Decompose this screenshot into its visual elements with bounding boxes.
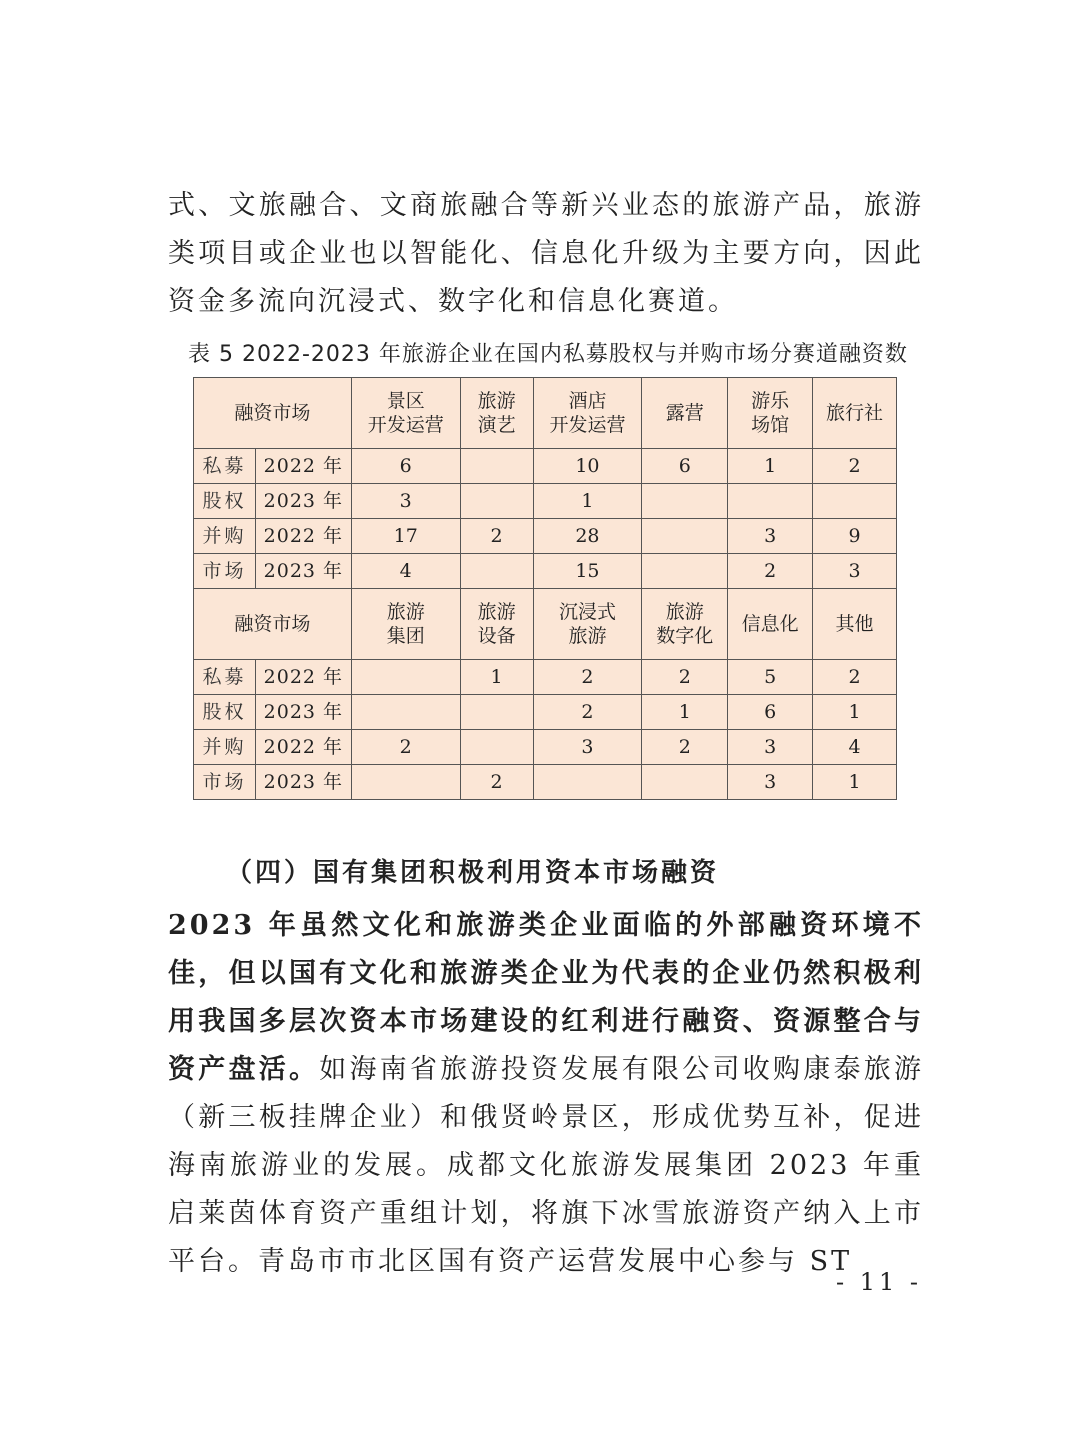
column-header-text: 场馆: [751, 414, 790, 436]
year-cell: 2022 年: [255, 660, 351, 695]
section-heading: （四）国有集团积极利用资本市场融资: [226, 858, 720, 888]
column-header-text: 开发运营: [367, 414, 444, 436]
value-cell: 4: [813, 730, 897, 765]
column-header-text: 旅游: [665, 601, 704, 623]
column-header: [460, 378, 533, 449]
value-cell: [351, 765, 460, 800]
table-header-row: [194, 589, 897, 660]
value-cell: [460, 554, 533, 589]
column-header-text: 集团: [386, 625, 425, 647]
column-header-text: 演艺: [477, 414, 516, 436]
column-header: [533, 589, 642, 660]
year-cell: 2023 年: [255, 484, 351, 519]
value-cell: [728, 484, 813, 519]
column-header-text: 信息化: [741, 613, 799, 635]
column-header: [533, 378, 642, 449]
value-cell: 2: [813, 660, 897, 695]
column-header: [728, 589, 813, 660]
year-cell: 2023 年: [255, 554, 351, 589]
column-header-text: 其他: [835, 613, 874, 635]
column-header: [351, 378, 460, 449]
year-cell: 2023 年: [255, 695, 351, 730]
value-cell: 17: [351, 519, 460, 554]
value-cell: 2: [533, 660, 642, 695]
column-header-text: 沉浸式: [558, 601, 616, 623]
value-cell: [460, 730, 533, 765]
value-cell: 2: [813, 449, 897, 484]
market-group-cell: 私募: [194, 449, 256, 484]
value-cell: 1: [728, 449, 813, 484]
value-cell: 2: [351, 730, 460, 765]
value-cell: 5: [728, 660, 813, 695]
column-header-text: 旅游: [568, 625, 607, 647]
page-number: - 11 -: [836, 1268, 923, 1296]
market-group-cell: 市场: [194, 765, 256, 800]
table-caption: 表 5 2022-2023 年旅游企业在国内私募股权与并购市场分赛道融资数: [188, 342, 908, 367]
column-header-text: 旅行社: [826, 402, 884, 424]
value-cell: 1: [642, 695, 728, 730]
year-cell: 2022 年: [255, 449, 351, 484]
table-header-row: [194, 378, 897, 449]
column-header: [351, 589, 460, 660]
market-group-cell: 私募: [194, 660, 256, 695]
value-cell: 10: [533, 449, 642, 484]
market-group-cell: 股权: [194, 484, 256, 519]
value-cell: 2: [642, 660, 728, 695]
value-cell: 3: [813, 554, 897, 589]
value-cell: 2: [460, 765, 533, 800]
body-paragraph-intro: 式、文旅融合、文商旅融合等新兴业态的旅游产品，旅游类项目或企业也以智能化、信息化升级为主要方向，因此资金多流向沉浸式、数字化和信息化赛道。: [168, 190, 924, 317]
value-cell: [351, 660, 460, 695]
value-cell: [460, 484, 533, 519]
value-cell: [351, 695, 460, 730]
column-header-text: 旅游: [477, 601, 516, 623]
column-header-text: 旅游: [386, 601, 425, 623]
value-cell: [813, 484, 897, 519]
value-cell: [642, 554, 728, 589]
column-header-text: 酒店: [568, 390, 607, 412]
value-cell: [460, 695, 533, 730]
table-row: [194, 695, 897, 730]
body-paragraph-section: [168, 902, 924, 1286]
value-cell: 6: [351, 449, 460, 484]
column-header-text: 旅游: [477, 390, 516, 412]
value-cell: 1: [533, 484, 642, 519]
column-header: [460, 589, 533, 660]
table-row: [194, 765, 897, 800]
paragraph-bold-lead: 2023 年虽然文化和旅游类企业面临的外部融资环境不佳，但以国有文化和旅游类企业为代表的企业仍然积极利用我国多层次资本市场建设的红利进行融资、资源整合与资产盘活。: [168, 910, 924, 1085]
column-header: [728, 378, 813, 449]
value-cell: 4: [351, 554, 460, 589]
value-cell: 1: [813, 765, 897, 800]
table-row: [194, 519, 897, 554]
column-header: [642, 378, 728, 449]
value-cell: 28: [533, 519, 642, 554]
value-cell: 6: [642, 449, 728, 484]
value-cell: 6: [728, 695, 813, 730]
table-row: [194, 660, 897, 695]
value-cell: 3: [728, 765, 813, 800]
market-group-cell: 并购: [194, 519, 256, 554]
value-cell: [533, 765, 642, 800]
column-header: [813, 378, 897, 449]
value-cell: 2: [642, 730, 728, 765]
value-cell: [642, 519, 728, 554]
corner-header: 融资市场: [194, 378, 352, 449]
value-cell: 15: [533, 554, 642, 589]
column-header: [642, 589, 728, 660]
value-cell: 1: [460, 660, 533, 695]
column-header-text: 游乐: [751, 390, 790, 412]
table-row: [194, 449, 897, 484]
value-cell: [460, 449, 533, 484]
column-header-text: 开发运营: [549, 414, 626, 436]
year-cell: 2022 年: [255, 730, 351, 765]
year-cell: 2023 年: [255, 765, 351, 800]
column-header-text: 景区: [386, 390, 425, 412]
table-row: [194, 484, 897, 519]
value-cell: 2: [460, 519, 533, 554]
value-cell: 2: [728, 554, 813, 589]
value-cell: 9: [813, 519, 897, 554]
value-cell: [642, 765, 728, 800]
column-header-text: 露营: [665, 402, 704, 424]
value-cell: 3: [533, 730, 642, 765]
market-group-cell: 市场: [194, 554, 256, 589]
value-cell: 2: [533, 695, 642, 730]
table-row: [194, 554, 897, 589]
value-cell: 3: [728, 730, 813, 765]
year-cell: 2022 年: [255, 519, 351, 554]
paragraph-rest: 如海南省旅游投资发展有限公司收购康泰旅游（新三板挂牌企业）和俄贤岭景区，形成优势互补，促进海南旅游业的发展。成都文化旅游发展集团 2023 年重启莱茵体育资产重组计划，将旗下冰雪旅游资产纳入上市平台。青岛市市北区国有资产运营发展中心参与 ST: [168, 1054, 924, 1277]
value-cell: [642, 484, 728, 519]
value-cell: 1: [813, 695, 897, 730]
corner-header: 融资市场: [194, 589, 352, 660]
table-row: [194, 730, 897, 765]
financing-table: [193, 377, 897, 800]
column-header-text: 数字化: [656, 625, 714, 647]
market-group-cell: 股权: [194, 695, 256, 730]
market-group-cell: 并购: [194, 730, 256, 765]
column-header-text: 设备: [477, 625, 516, 647]
value-cell: 3: [351, 484, 460, 519]
value-cell: 3: [728, 519, 813, 554]
column-header: [813, 589, 897, 660]
